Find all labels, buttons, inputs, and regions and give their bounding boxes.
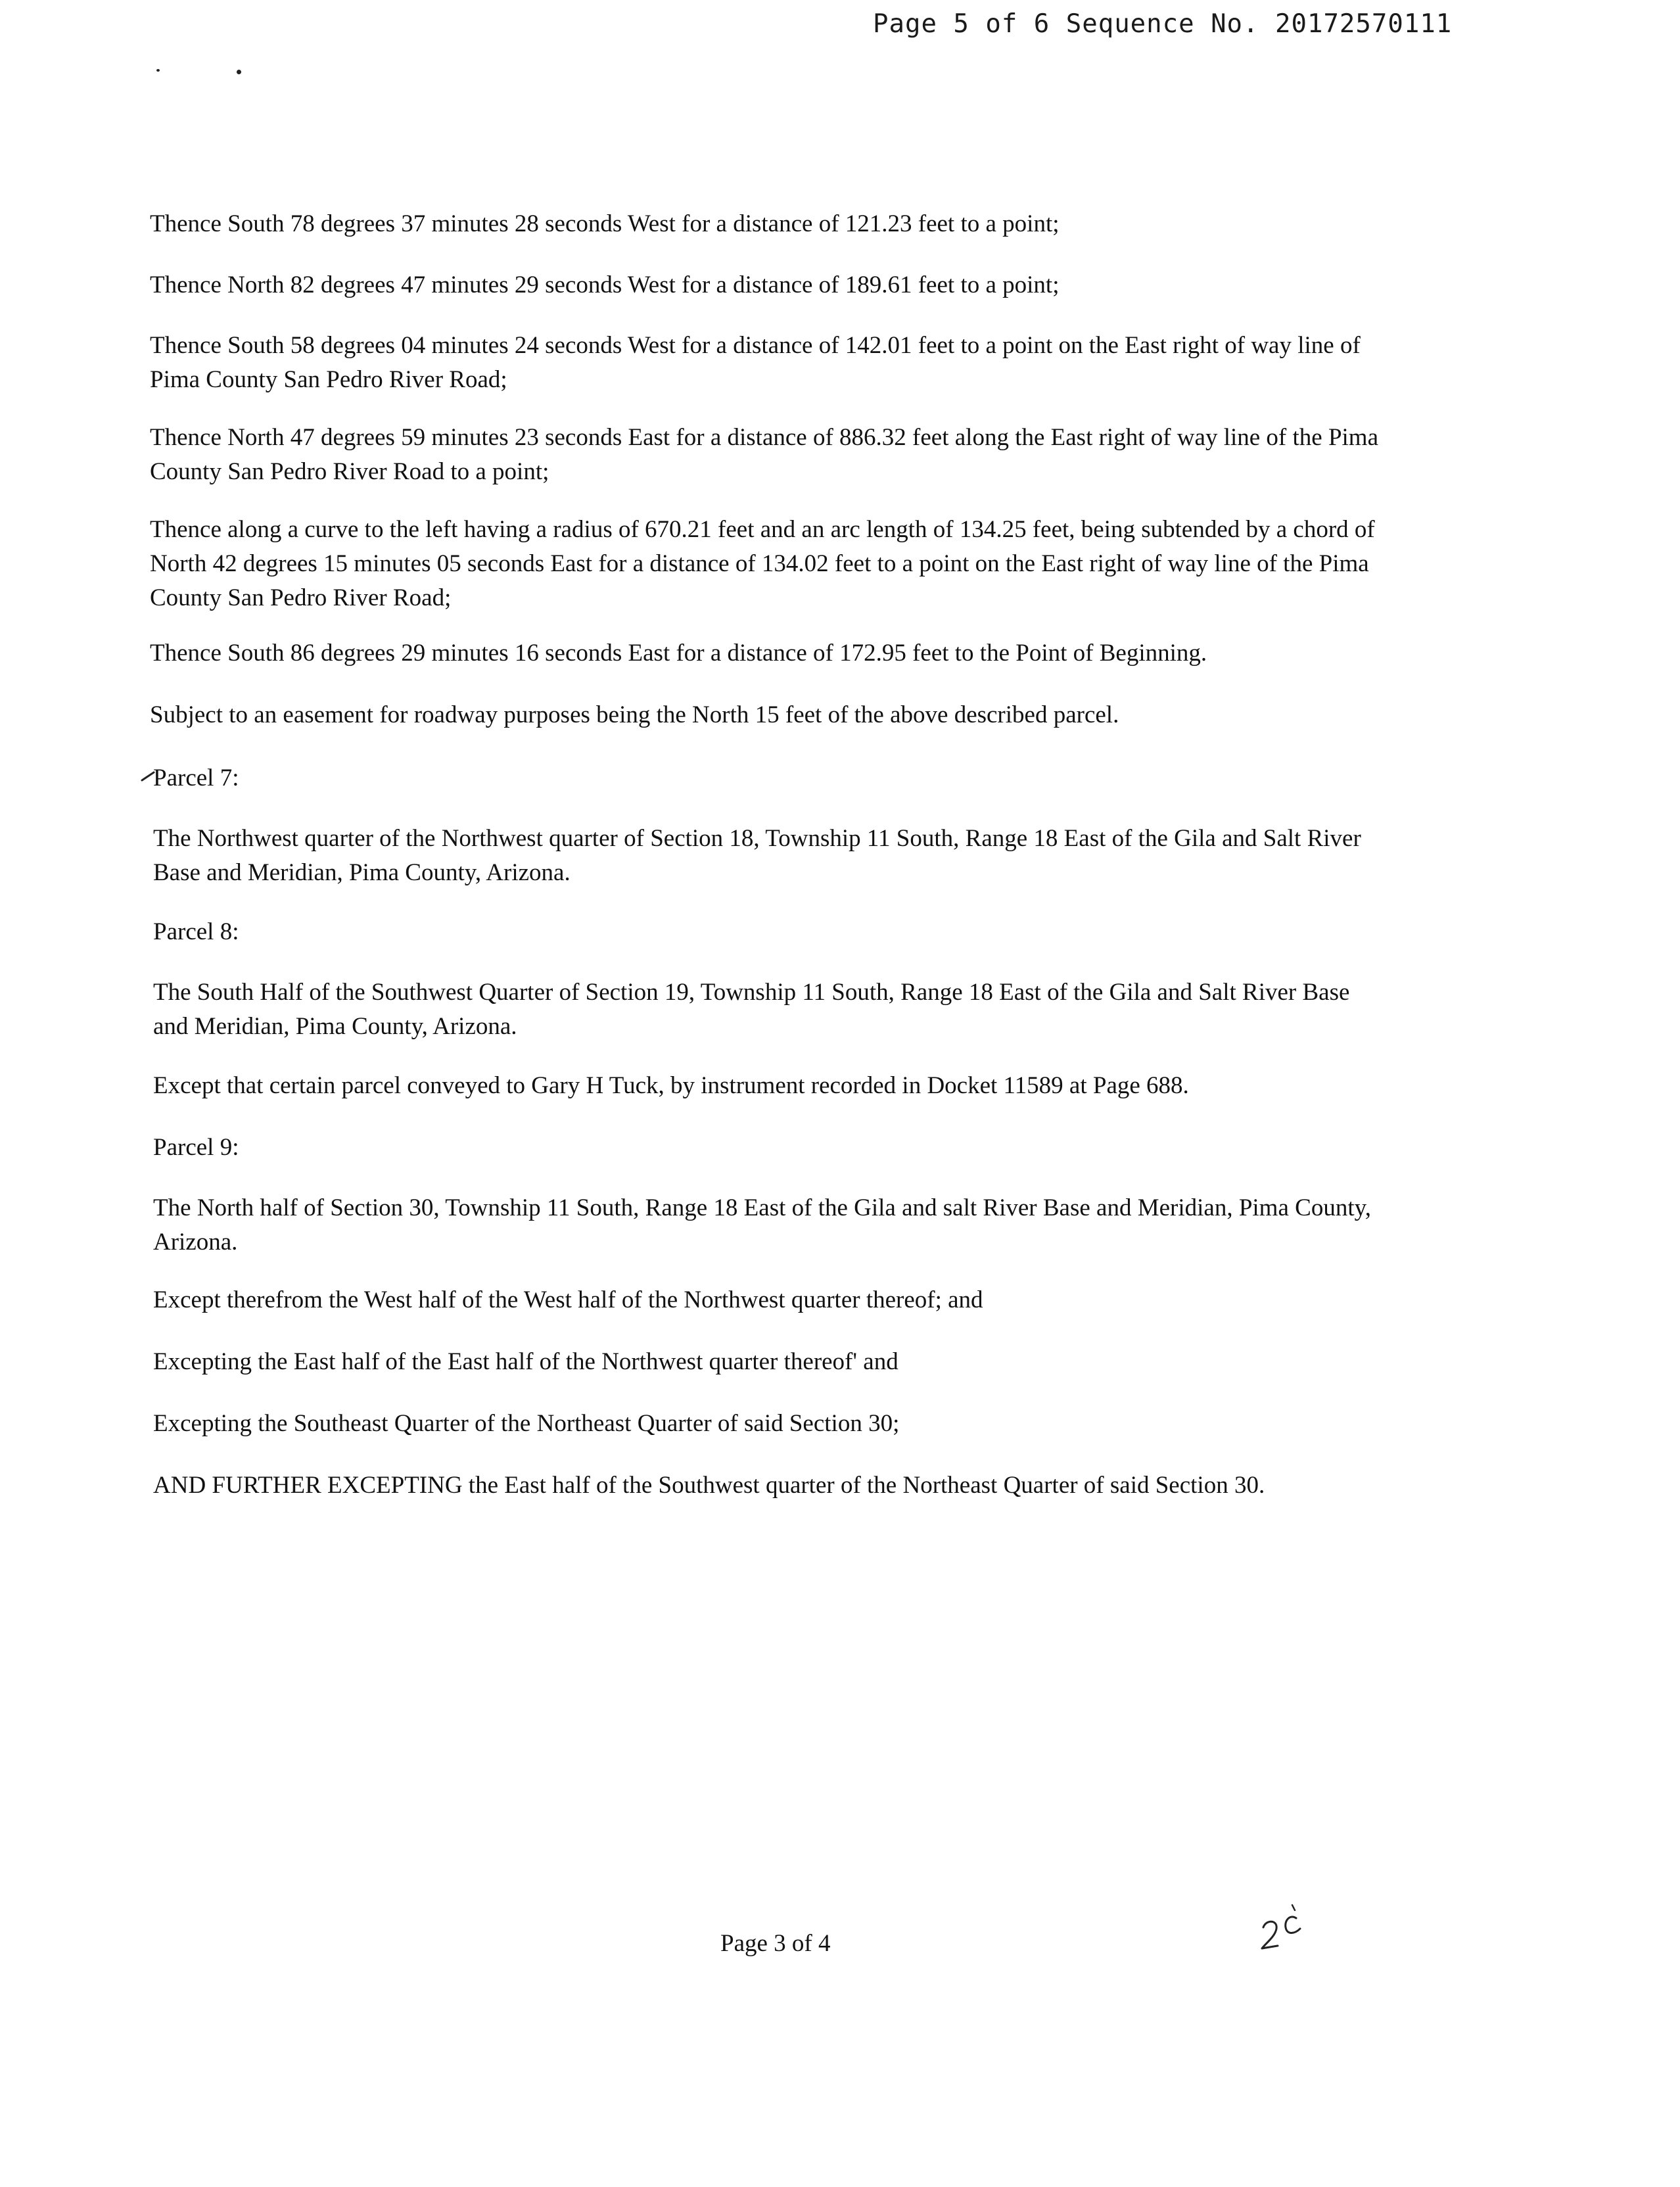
legal-paragraph: The North half of Section 30, Township 11 South, Range 18 East of the Gila and salt River Base and Meridian, Pima County, Arizona. — [153, 1194, 1371, 1256]
legal-paragraph: Excepting the East half of the East half of the Northwest quarter thereof' and — [153, 1348, 898, 1375]
legal-paragraph: Thence along a curve to the left having a radius of 670.21 feet and an arc length of 134.25 feet, being subtended by a chord of North 42 degrees 15 minutes 05 seconds East for a distance of 134.02 feet to a point on the East right of way line of the Pima County San Pedro River Road; — [150, 516, 1375, 611]
legal-paragraph: Except therefrom the West half of the West half of the Northwest quarter thereof; and — [153, 1286, 983, 1313]
legal-paragraph: Thence South 78 degrees 37 minutes 28 seconds West for a distance of 121.23 feet to a point; — [150, 210, 1060, 237]
legal-paragraph: Except that certain parcel conveyed to Gary H Tuck, by instrument recorded in Docket 11589 at Page 688. — [153, 1072, 1189, 1099]
legal-paragraph: Subject to an easement for roadway purposes being the North 15 feet of the above described parcel. — [150, 701, 1119, 728]
legal-paragraph: Thence South 58 degrees 04 minutes 24 seconds West for a distance of 142.01 feet to a point on the East right of way line of Pima County San Pedro River Road; — [150, 332, 1361, 393]
legal-paragraph: AND FURTHER EXCEPTING the East half of the Southwest quarter of the Northeast Quarter of said Section 30. — [153, 1472, 1265, 1499]
legal-paragraph: The Northwest quarter of the Northwest quarter of Section 18, Township 11 South, Range 18 East of the Gila and Salt River Base and Meridian, Pima County, Arizona. — [153, 825, 1361, 886]
legal-paragraph: Thence North 82 degrees 47 minutes 29 seconds West for a distance of 189.61 feet to a point; — [150, 271, 1060, 298]
handwritten-initials — [1254, 1900, 1313, 1959]
legal-paragraph: The South Half of the Southwest Quarter of Section 19, Township 11 South, Range 18 East of the Gila and Salt River Base and Meridian, Pima County, Arizona. — [153, 979, 1350, 1040]
parcel-heading: Parcel 9: — [153, 1134, 239, 1161]
scan-speck — [237, 70, 241, 74]
scan-speck — [156, 69, 160, 72]
legal-paragraph: Thence South 86 degrees 29 minutes 16 seconds East for a distance of 172.95 feet to the Point of Beginning. — [150, 640, 1207, 667]
legal-paragraph: Thence North 47 degrees 59 minutes 23 seconds East for a distance of 886.32 feet along the East right of way line of the Pima County San Pedro River Road to a point; — [150, 424, 1379, 485]
parcel-heading: Parcel 7: — [153, 764, 239, 791]
parcel-heading: Parcel 8: — [153, 918, 239, 945]
page-number-footer: Page 3 of 4 — [720, 1930, 831, 1957]
legal-paragraph: Excepting the Southeast Quarter of the Northeast Quarter of said Section 30; — [153, 1410, 900, 1437]
sequence-header: Page 5 of 6 Sequence No. 20172570111 — [873, 9, 1453, 39]
